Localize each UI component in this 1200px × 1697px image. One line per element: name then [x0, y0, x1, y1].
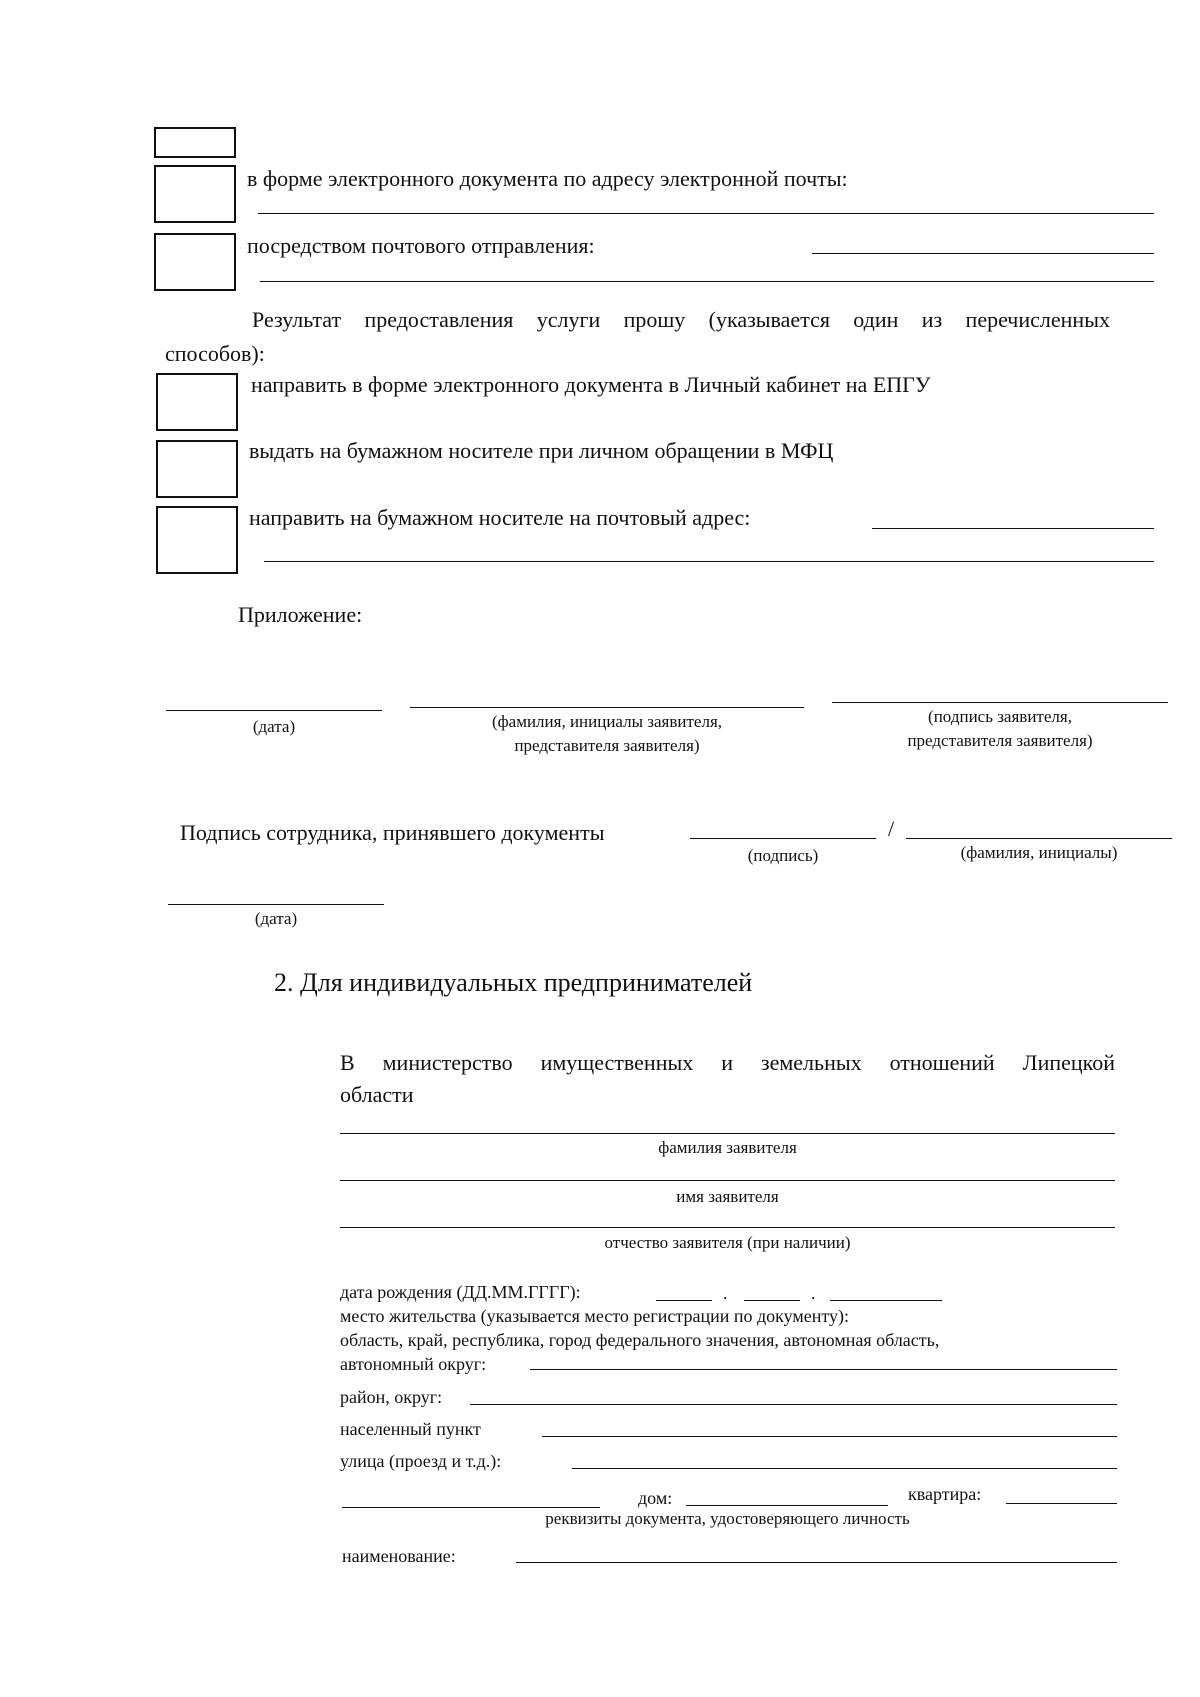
post-address-line-2[interactable] [260, 281, 1154, 282]
top-small-checkbox[interactable] [154, 127, 236, 158]
post-option-address-line-1[interactable] [872, 528, 1154, 529]
surname-line[interactable] [340, 1133, 1115, 1134]
birth-date-dot-1: . [723, 1283, 728, 1303]
applicant-date-caption: (дата) [252, 717, 296, 736]
applicant-name-caption-line2: представителя заявителя) [514, 736, 700, 755]
employee-name-line[interactable] [906, 838, 1172, 839]
name-line[interactable] [340, 1180, 1115, 1181]
epgu-option-label: направить в форме электронного документа в Личный кабинет на ЕПГУ [251, 372, 931, 397]
birth-month-line[interactable] [744, 1300, 800, 1301]
mfc-option-label: выдать на бумажном носителе при личном обращении в МФЦ [249, 438, 834, 463]
region-label-line1: область, край, республика, город федерального значения, автономная область, [340, 1330, 940, 1350]
id-document-caption: реквизиты документа, удостоверяющего личность [545, 1509, 910, 1528]
birth-day-line[interactable] [656, 1300, 712, 1301]
post-address-line-1[interactable] [812, 253, 1154, 254]
street-label: улица (проезд и т.д.): [340, 1451, 502, 1471]
district-line[interactable] [470, 1404, 1117, 1405]
surname-caption: фамилия заявителя [658, 1138, 797, 1157]
locality-line[interactable] [542, 1436, 1117, 1437]
applicant-sign-caption-line1: (подпись заявителя, [928, 707, 1072, 726]
addressee-line1: В министерство имущественных и земельных отношений Липецкой [340, 1050, 1115, 1075]
post-delivery-label: посредством почтового отправления: [247, 233, 595, 258]
result-intro-line1: Результат предоставления услуги прошу (указывается один из перечисленных [252, 307, 1110, 332]
employee-signature-label: Подпись сотрудника, принявшего документы [180, 820, 605, 845]
email-address-line[interactable] [258, 213, 1154, 214]
mfc-option-checkbox[interactable] [156, 440, 238, 498]
section2-heading: 2. Для индивидуальных предпринимателей [274, 968, 753, 997]
employee-date-caption: (дата) [254, 909, 298, 928]
house-label: дом: [638, 1488, 673, 1508]
result-intro-line2: способов): [165, 341, 265, 366]
employee-sign-line[interactable] [690, 838, 876, 839]
applicant-name-caption-line1: (фамилия, инициалы заявителя, [491, 712, 723, 731]
region-label-line2: автономный округ: [340, 1354, 487, 1374]
post-option-address-line-2[interactable] [264, 561, 1154, 562]
birth-date-label: дата рождения (ДД.ММ.ГГГГ): [340, 1282, 581, 1302]
attachment-label: Приложение: [238, 602, 363, 627]
locality-label: населенный пункт [340, 1419, 481, 1439]
house-line[interactable] [686, 1505, 888, 1506]
doc-name-label: наименование: [342, 1546, 456, 1566]
doc-name-line[interactable] [516, 1562, 1117, 1563]
patronymic-line[interactable] [340, 1227, 1115, 1228]
post-option-checkbox[interactable] [156, 506, 238, 574]
district-label: район, округ: [340, 1387, 443, 1407]
residence-label: место жительства (указывается место регистрации по документу): [340, 1306, 850, 1326]
email-delivery-checkbox[interactable] [154, 165, 236, 223]
post-option-label: направить на бумажном носителе на почтовый адрес: [249, 505, 751, 530]
birth-date-dot-2: . [811, 1283, 816, 1303]
email-delivery-label: в форме электронного документа по адресу электронной почты: [247, 166, 848, 191]
epgu-option-checkbox[interactable] [156, 373, 238, 431]
apartment-line[interactable] [1006, 1503, 1117, 1504]
employee-name-caption: (фамилия, инициалы) [960, 843, 1118, 862]
birth-year-line[interactable] [830, 1300, 942, 1301]
addressee-line2: области [340, 1082, 414, 1107]
post-delivery-checkbox[interactable] [154, 233, 236, 291]
street-line[interactable] [572, 1468, 1117, 1469]
apartment-label: квартира: [908, 1484, 982, 1504]
employee-sign-caption: (подпись) [747, 846, 819, 865]
patronymic-caption: отчество заявителя (при наличии) [604, 1233, 851, 1252]
applicant-signature-line[interactable] [832, 702, 1168, 703]
applicant-sign-caption-line2: представителя заявителя) [907, 731, 1093, 750]
region-line[interactable] [530, 1369, 1117, 1370]
name-caption: имя заявителя [676, 1187, 779, 1206]
applicant-name-line[interactable] [410, 707, 804, 708]
employee-slash: / [888, 816, 895, 841]
applicant-date-line[interactable] [166, 710, 382, 711]
employee-date-line[interactable] [168, 904, 384, 905]
